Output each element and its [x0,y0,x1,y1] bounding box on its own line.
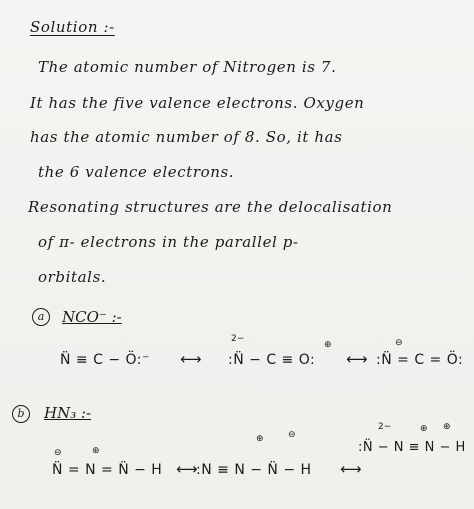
hn3-charge-5: 2− [378,422,392,432]
part-b-title: HN₃ :- [44,404,92,422]
hn3-charge-4: ⊖ [288,430,296,440]
hn3-charge-1: ⊖ [54,448,62,458]
nco-charge-1: 2− [231,334,245,344]
text-line-7: orbitals. [38,268,107,286]
hn3-structure-1: N̈ = N = N̈ − H [52,462,163,478]
part-a-number: a [32,308,50,326]
hn3-charge-7: ⊕ [443,422,451,432]
nco-charge-3: ⊖ [395,338,403,348]
part-b-number: b [12,405,30,423]
text-line-1: The atomic number of Nitrogen is 7. [38,58,337,76]
resonance-arrow-a1: ⟷ [180,350,202,368]
resonance-arrow-b1: ⟷ [176,460,198,478]
hn3-charge-2: ⊕ [92,446,100,456]
text-line-3: has the atomic number of 8. So, it has [30,128,343,146]
part-a-title: NCO⁻ :- [62,308,122,326]
resonance-arrow-b2: ⟷ [340,460,362,478]
resonance-arrow-a2: ⟷ [346,350,368,368]
nco-structure-2: :N̈ − C ≡ O: [228,352,316,368]
text-line-6: of π- electrons in the parallel p- [38,233,299,251]
text-line-4: the 6 valence electrons. [38,163,235,181]
hn3-charge-3: ⊕ [256,434,264,444]
solution-heading: Solution :- [30,18,115,36]
nco-structure-1: N̈ ≡ C − Ö:⁻ [60,352,150,368]
nco-charge-2: ⊕ [324,340,332,350]
hn3-structure-2: :N ≡ N − N̈ − H [196,462,312,478]
nco-structure-3: :N̈ = C = Ö: [376,352,464,368]
text-line-2: It has the five valence electrons. Oxygen [30,94,365,112]
hn3-structure-3: :N̈ − N ≡ N − H [358,440,466,455]
hn3-charge-6: ⊕ [420,424,428,434]
text-line-5: Resonating structures are the delocalisation [28,198,393,216]
